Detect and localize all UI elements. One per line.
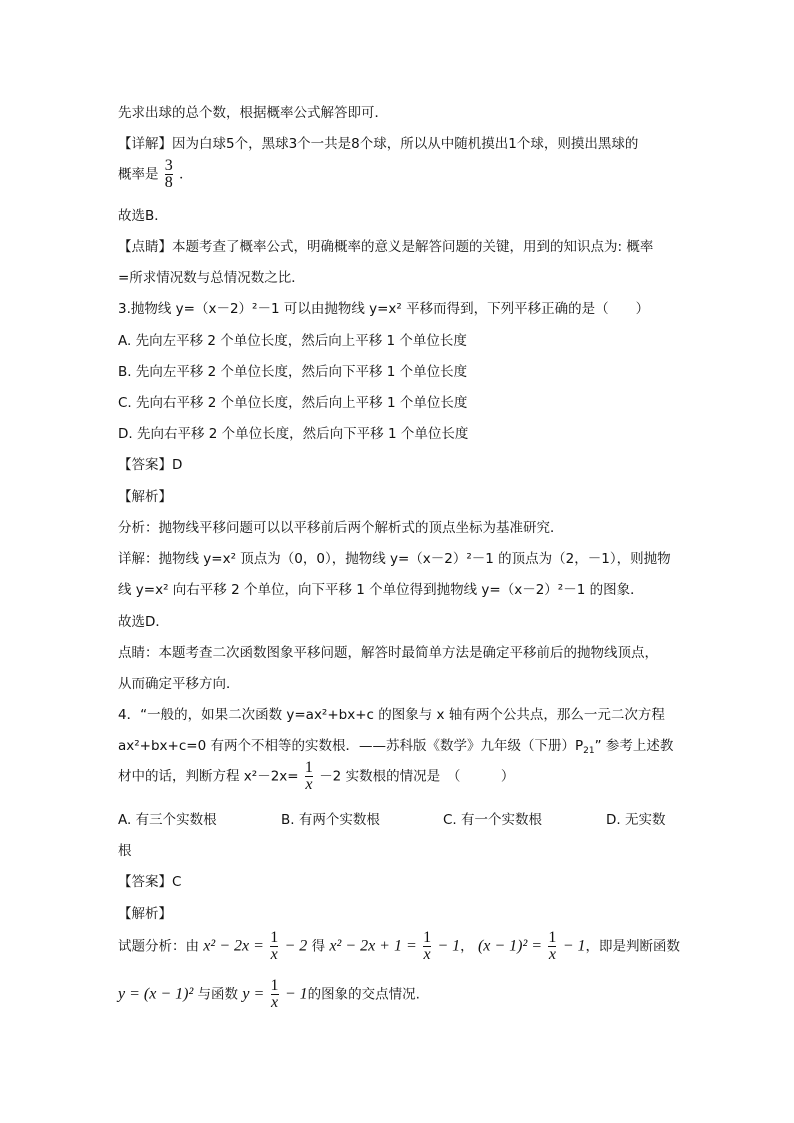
fraction-denominator: x [423, 946, 431, 963]
fraction-numerator: 1 [270, 977, 279, 994]
text-and-function: 与函数 [197, 986, 239, 1003]
fraction-1-over-x [548, 930, 556, 963]
solution-2-suffix: 的图象的交点情况. [307, 986, 420, 1003]
page-ref-subscript: 21 [583, 746, 595, 756]
equation-3-lhs: (x − 1)² = [477, 937, 543, 955]
fraction-denominator: x [548, 946, 556, 963]
question-3-option-d: D. 先向右平移 2 个单位长度，然后向下平移 1 个单位长度 [118, 426, 469, 442]
fraction-numerator: 1 [548, 929, 557, 946]
question-3-detail-1: 详解：抛物线 y=x² 顶点为（0，0），抛物线 y=（x－2）²－1 的顶点为（2，－1），则抛物 [118, 551, 671, 567]
fraction-1-over-x [423, 930, 431, 963]
fraction-numerator: 3 [164, 157, 173, 174]
question-4-solution-2 [118, 978, 420, 1011]
equation-1-rhs-tail: − 2 [284, 937, 308, 955]
question-4-option-d-wrap: 根 [118, 843, 132, 859]
question-4-solution-1: 试题分析：由 x² − 2x = $\frac{1}{x}$ − 2 得 x² − 2x + 1 = $\frac{1}{x}$ − 1， (x − 1)² = $\frac{1}{x}$ − 1，即是判断函数 [118, 929, 680, 963]
question-3-answer: 【答案】D [118, 457, 183, 473]
fraction-1-over-x [270, 930, 278, 963]
question-3-option-c: C. 先向右平移 2 个单位长度，然后向上平移 1 个单位长度 [118, 395, 468, 411]
question-3-comment-2: 从而确定平移方向． [118, 676, 240, 692]
question-4-stem-3a: 材中的话，判断方程 x²－2x= [118, 768, 299, 785]
question-4-analysis-heading: 【解析】 [118, 906, 172, 922]
question-3-detail-2: 线 y=x² 向右平移 2 个单位，向下平移 1 个单位得到抛物线 y=（x－2）²－1 的图象． [118, 582, 644, 598]
function-2-lhs: y = [242, 985, 265, 1003]
fraction-3-8 [165, 158, 173, 191]
text-line-comment: 【点睛】本题考查了概率公式，明确概率的意义是解答问题的关键，用到的知识点为: 概率 [118, 239, 654, 255]
question-4-option-c: C. 有一个实数根 [443, 812, 543, 828]
question-4-stem-2b: ” 参考上述教 [594, 738, 674, 754]
question-3-choice: 故选D． [118, 614, 169, 630]
question-3-analysis-heading: 【解析】 [118, 489, 172, 505]
question-4-stem-2 [118, 736, 673, 756]
fraction-1-over-x [271, 978, 279, 1011]
fraction-denominator: x [270, 946, 278, 963]
question-4-stem-3 [118, 760, 514, 793]
solution-prefix: 试题分析：由 [118, 938, 199, 955]
question-4-option-a: A. 有三个实数根 [118, 812, 217, 828]
function-2-tail: − 1 [284, 985, 308, 1003]
equation-2-lhs: x² − 2x + 1 = [329, 937, 417, 955]
fraction-numerator: 1 [423, 929, 432, 946]
equation-2-rhs-tail: − 1 [437, 937, 461, 955]
text-period: ． [179, 166, 193, 183]
equation-1-lhs: x² − 2x = [203, 937, 264, 955]
question-3-option-a: A. 先向左平移 2 个单位长度，然后向上平移 1 个单位长度 [118, 333, 467, 349]
solution-suffix: ，即是判断函数 [585, 938, 680, 955]
text-line-detail: 【详解】因为白球5个，黑球3个一共是8个球，所以从中随机摸出1个球，则摸出黑球的 [118, 136, 639, 152]
question-4-option-b: B. 有两个实数根 [281, 812, 380, 828]
question-4-answer: 【答案】C [118, 874, 182, 890]
function-1: y = (x − 1)² [118, 985, 194, 1003]
question-3-analysis: 分析：抛物线平移问题可以以平移前后两个解析式的顶点坐标为基准研究． [118, 520, 564, 536]
fraction-1-over-x [305, 760, 313, 793]
question-4-stem-2a: ax²+bx+c=0 有两个不相等的实数根．——苏科版《数学》九年级（下册）P [118, 738, 584, 754]
fraction-numerator: 1 [304, 759, 313, 776]
question-4-option-d: D. 无实数 [606, 812, 666, 828]
text-prob-label: 概率是 [118, 166, 159, 183]
text-line-choice: 故选B． [118, 208, 168, 224]
question-3-option-b: B. 先向左平移 2 个单位长度，然后向下平移 1 个单位长度 [118, 364, 468, 380]
fraction-denominator: x [270, 994, 279, 1011]
question-3-comment-1: 点睛：本题考查二次函数图象平移问题，解答时最简单方法是确定平移前后的抛物线顶点， [118, 645, 658, 661]
equation-3-rhs-tail: − 1 [562, 937, 586, 955]
text-line-probability [118, 158, 193, 191]
question-4-stem-1: 4．“一般的，如果二次函数 y=ax²+bx+c 的图象与 x 轴有两个公共点，那么一元二次方程 [118, 707, 665, 723]
fraction-denominator: 8 [164, 174, 173, 191]
text-line-hint: 先求出球的总个数，根据概率公式解答即可． [118, 105, 388, 121]
fraction-numerator: 1 [270, 929, 279, 946]
fraction-denominator: x [305, 776, 313, 793]
question-4-stem-3b: －2 实数根的情况是 （ ） [319, 768, 515, 785]
text-line-comment-2: =所求情况数与总情况数之比． [118, 270, 305, 286]
question-3-stem: 3.抛物线 y=（x－2）²－1 可以由抛物线 y=x² 平移而得到，下列平移正确的是（ ） [118, 301, 650, 317]
text-de: 得 [311, 938, 326, 955]
